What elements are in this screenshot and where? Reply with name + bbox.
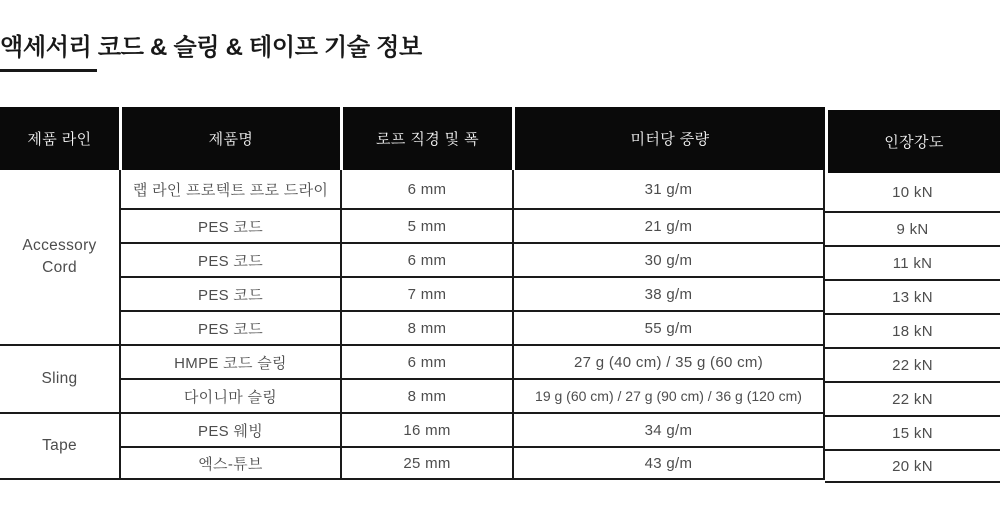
product-name-cell: PES 코드 — [119, 310, 340, 344]
weight-cell: 19 g (60 cm) / 27 g (90 cm) / 36 g (120 cm) — [512, 378, 825, 412]
weight-cell: 31 g/m — [512, 170, 825, 208]
strength-cell: 9 kN — [825, 211, 1000, 245]
weight-cell: 34 g/m — [512, 412, 825, 446]
col-header-strength: 인장강도 — [825, 110, 1000, 173]
product-name-cell: PES 코드 — [119, 276, 340, 310]
col-header-product-line: 제품 라인 — [0, 107, 119, 170]
strength-cell: 10 kN — [892, 183, 933, 201]
diameter-cell: 8 mm — [340, 310, 512, 344]
diameter-cell: 6 mm — [340, 344, 512, 378]
product-name-cell: HMPE 코드 슬링 — [119, 344, 340, 378]
diameter-cell: 6 mm — [340, 170, 512, 208]
weight-cell: 21 g/m — [512, 208, 825, 242]
weight-cell: 27 g (40 cm) / 35 g (60 cm) — [512, 344, 825, 378]
strength-cell: 22 kN — [825, 381, 1000, 415]
diameter-cell: 7 mm — [340, 276, 512, 310]
col-header-product-name: 제품명 — [119, 107, 340, 170]
group-cell-sling: Sling — [0, 344, 119, 412]
strength-cell: 20 kN — [825, 449, 1000, 483]
weight-cell: 38 g/m — [512, 276, 825, 310]
weight-cell: 55 g/m — [512, 310, 825, 344]
strength-cell: 13 kN — [825, 279, 1000, 313]
product-name-cell: PES 웨빙 — [119, 412, 340, 446]
diameter-cell: 25 mm — [340, 446, 512, 480]
product-name-cell: PES 코드 — [119, 208, 340, 242]
weight-cell: 43 g/m — [512, 446, 825, 480]
tech-spec-table — [0, 107, 825, 480]
strength-column — [825, 110, 1000, 483]
group-cell-accessory-cord: Accessory Cord — [22, 237, 97, 276]
diameter-cell: 5 mm — [340, 208, 512, 242]
product-name-cell: 엑스-튜브 — [119, 446, 340, 480]
group-cell-tape: Tape — [0, 412, 119, 480]
strength-cell: 11 kN — [825, 245, 1000, 279]
diameter-cell: 16 mm — [340, 412, 512, 446]
page-title: 액세서리 코드 & 슬링 & 테이프 기술 정보 — [0, 34, 422, 61]
diameter-cell: 6 mm — [340, 242, 512, 276]
strength-cell: 18 kN — [825, 313, 1000, 347]
col-header-weight: 미터당 중량 — [512, 107, 825, 170]
title-underline — [0, 69, 97, 72]
weight-cell: 30 g/m — [512, 242, 825, 276]
product-name-cell: 다이니마 슬링 — [119, 378, 340, 412]
strength-cell: 15 kN — [825, 415, 1000, 449]
product-name-cell: PES 코드 — [119, 242, 340, 276]
diameter-cell: 8 mm — [340, 378, 512, 412]
col-header-diameter: 로프 직경 및 폭 — [340, 107, 512, 170]
product-name-cell: 랩 라인 프로텍트 프로 드라이 — [119, 170, 340, 208]
strength-cell: 22 kN — [825, 347, 1000, 381]
